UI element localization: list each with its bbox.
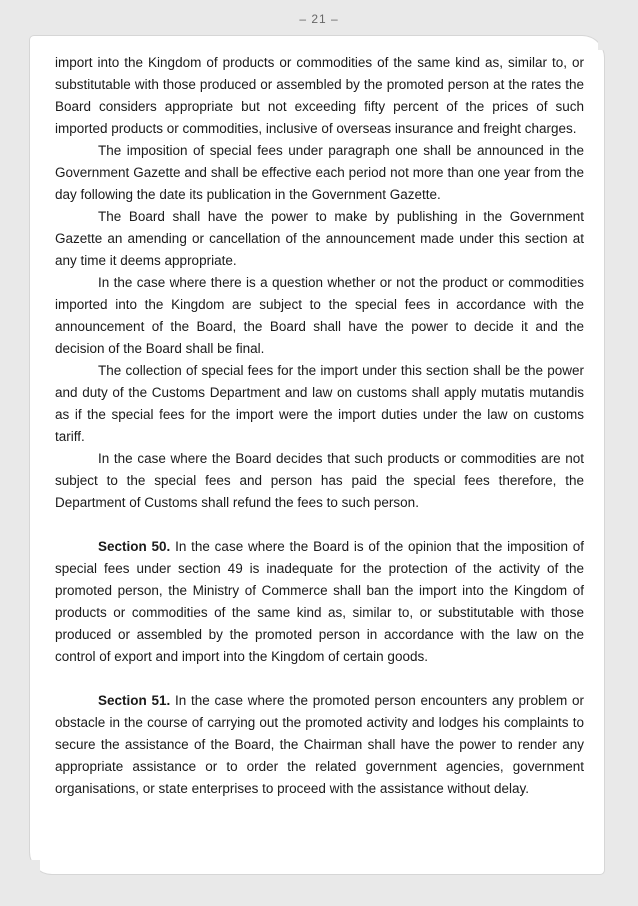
section-label: Section 50. bbox=[98, 539, 171, 554]
section-50 bbox=[55, 536, 584, 668]
paragraph: In the case where there is a question whether or not the product or commodities imported into the Kingdom are subject to the special fees in accordance with the announcement of the Board, the Board shall have the power to decide it and the decision of the Board shall be final. bbox=[55, 275, 584, 356]
section-51 bbox=[55, 690, 584, 800]
section-spacer bbox=[55, 668, 584, 690]
section-text: In the case where the promoted person encounters any problem or obstacle in the course of carrying out the promoted activity and lodges his complaints to secure the assistance of the Board, the Chairman shall have the power to render any appropriate assistance or to order the related government agencies, government organisations, or state enterprises to proceed with the assistance without delay. bbox=[55, 693, 585, 796]
paragraph: In the case where the Board decides that such products or commodities are not subject to the special fees and person has paid the special fees therefore, the Department of Customs shall refund the fees to such person. bbox=[55, 451, 584, 510]
section-spacer bbox=[55, 514, 584, 536]
document-body bbox=[55, 52, 584, 800]
paragraph-continuation: import into the Kingdom of products or commodities of the same kind as, similar to, or substitutable with those produced or assembled by the promoted person at the rates the Board considers appropriate but not exceeding fifty percent of the prices of such imported products or commodities, inclusive of overseas insurance and freight charges. bbox=[55, 55, 584, 136]
paragraph: The collection of special fees for the import under this section shall be the power and duty of the Customs Department and law on customs shall apply mutatis mutandis as if the special fees for the import were the import duties under the law on customs tariff. bbox=[55, 363, 584, 444]
paragraph: The imposition of special fees under paragraph one shall be announced in the Government Gazette and shall be effective each period not more than one year from the day following the date its publication in the Government Gazette. bbox=[55, 143, 584, 202]
page-number: – 21 – bbox=[299, 12, 339, 26]
frame-tab-top bbox=[598, 36, 638, 50]
frame-tab-bottom bbox=[0, 860, 40, 874]
section-label: Section 51. bbox=[98, 693, 171, 708]
paragraph: The Board shall have the power to make by publishing in the Government Gazette an amending or cancellation of the announcement made under this section at any time it deems appropriate. bbox=[55, 209, 584, 268]
section-text: In the case where the Board is of the opinion that the imposition of special fees under section 49 is inadequate for the protection of the activity of the promoted person, the Ministry of Commerce shall ban the import into the Kingdom of products or commodities of the same kind as, similar to, or substitutable with those produced or assembled by the promoted person in accordance with the law on the control of export and import into the Kingdom of certain goods. bbox=[55, 539, 584, 664]
